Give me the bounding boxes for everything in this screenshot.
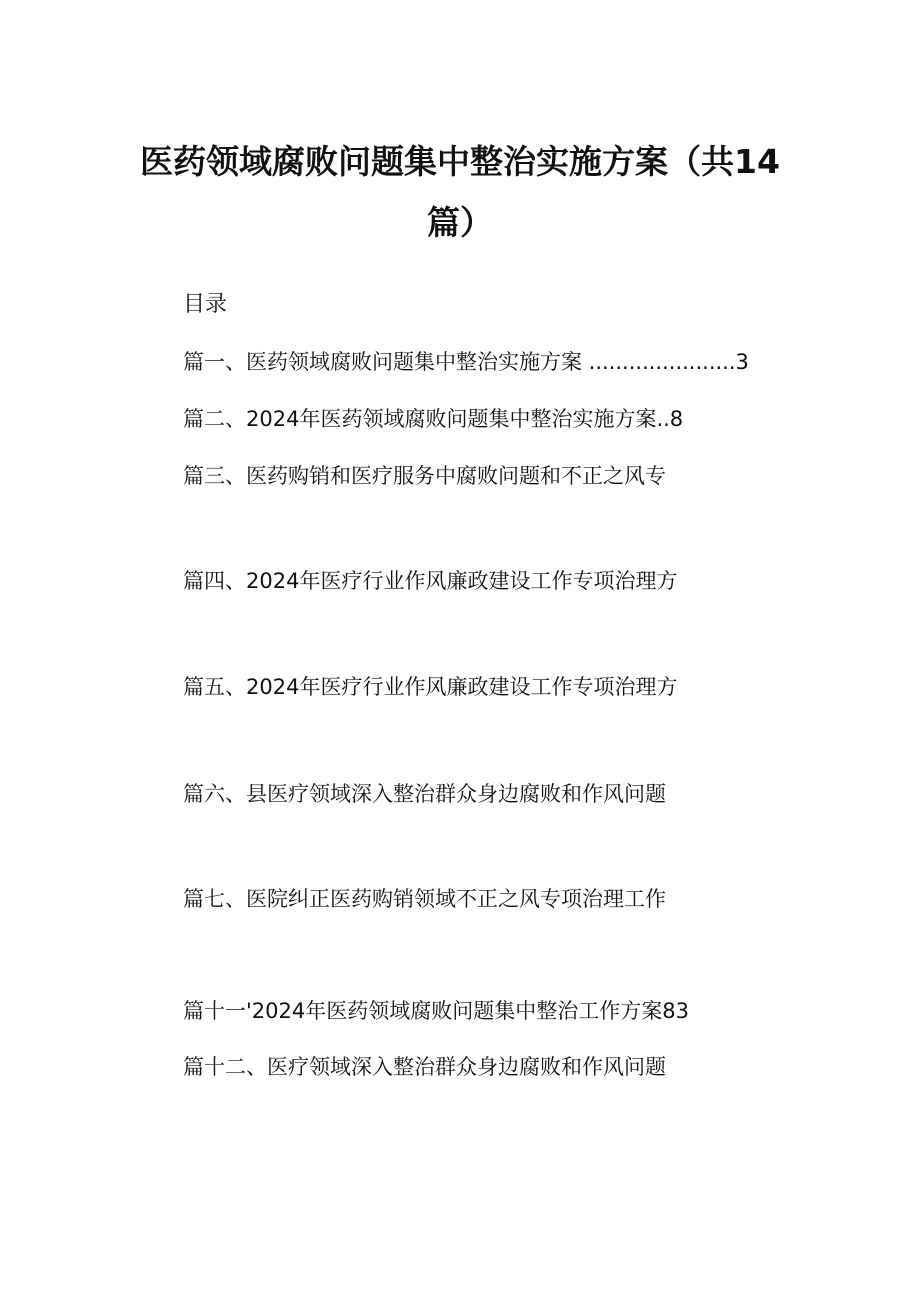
toc-item-2[interactable]: 篇二、2024年医药领域腐败问题集中整治实施方案..8	[183, 407, 684, 431]
toc-item-7[interactable]: 篇七、医院纠正医药购销领域不正之风专项治理工作	[183, 887, 666, 911]
toc-item-3[interactable]: 篇三、医药购销和医疗服务中腐败问题和不正之风专	[183, 464, 666, 488]
toc-heading: 目录	[183, 292, 228, 317]
toc-item-5[interactable]: 篇五、2024年医疗行业作风廉政建设工作专项治理方	[183, 675, 678, 699]
document-title-line1: 医药领域腐败问题集中整治实施方案（共14	[140, 142, 780, 181]
document-title-line2: 篇）	[427, 203, 493, 242]
toc-item-9[interactable]: 篇十二、医疗领域深入整治群众身边腐败和作风问题	[183, 1055, 666, 1079]
toc-item-1[interactable]: 篇一、医药领域腐败问题集中整治实施方案 ......................3	[183, 350, 749, 374]
toc-item-4[interactable]: 篇四、2024年医疗行业作风廉政建设工作专项治理方	[183, 569, 678, 593]
toc-item-6[interactable]: 篇六、县医疗领域深入整治群众身边腐败和作风问题	[183, 782, 666, 806]
toc-item-8[interactable]: 篇十一'2024年医药领域腐败问题集中整治工作方案83	[183, 999, 689, 1023]
